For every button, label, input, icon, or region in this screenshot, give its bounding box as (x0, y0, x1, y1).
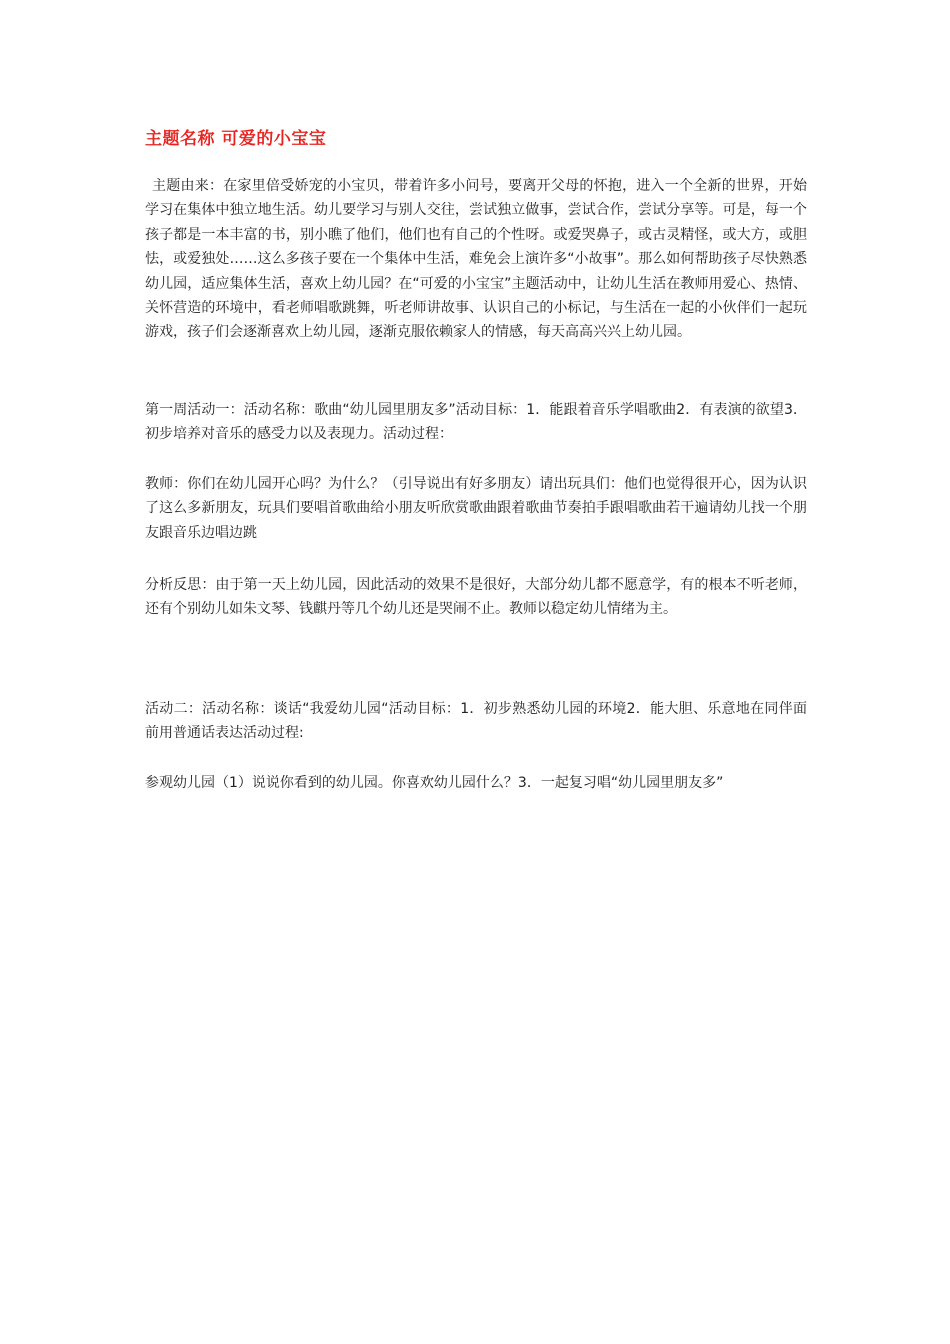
week1-activity-paragraph: 第一周活动一：活动名称：歌曲“幼儿园里朋友多”活动目标：1．能跟着音乐学唱歌曲2．有表演的欲望3．初步培养对音乐的感受力以及表现力。活动过程： (145, 402, 807, 443)
analysis-reflection-paragraph: 分析反思：由于第一天上幼儿园，因此活动的效果不是很好，大部分幼儿都不愿意学，有的根本不听老师，还有个别幼儿如朱文琴、钱麒丹等几个幼儿还是哭闹不止。教师以稳定幼儿情绪为主。 (145, 577, 807, 618)
teacher-dialogue-paragraph: 教师：你们在幼儿园开心吗？为什么？（引导说出有好多朋友）请出玩具们：他们也觉得很开心，因为认识了这么多新朋友，玩具们要唱首歌曲给小朋友听欣赏歌曲跟着歌曲节奏拍手跟唱歌曲若干遍请幼儿找一个朋友跟音乐边唱边跳 (145, 476, 807, 541)
intro-paragraph: 主题由来：在家里倍受娇宠的小宝贝，带着许多小问号，要离开父母的怀抱，进入一个全新的世界，开始学习在集体中独立地生活。幼儿要学习与别人交往，尝试独立做事，尝试合作，尝试分享等。可是，每一个孩子都是一本丰富的书，别小瞧了他们，他们也有自己的个性呀。或爱哭鼻子，或古灵精怪，或大方，或胆怯，或爱独处……这么多孩子要在一个集体中生活，难免会上演许多“小故事”。那么如何帮助孩子尽快熟悉幼儿园，适应集体生活，喜欢上幼儿园？在“可爱的小宝宝”主题活动中，让幼儿生活在教师用爱心、热情、关怀营造的环境中，看老师唱歌跳舞，听老师讲故事、认识自己的小标记，与生活在一起的小伙伴们一起玩游戏，孩子们会逐渐喜欢上幼儿园，逐渐克服依赖家人的情感，每天高高兴兴上幼儿园。 (145, 178, 807, 341)
document-title: 主题名称 可爱的小宝宝 (145, 129, 327, 149)
activity2-paragraph: 活动二：活动名称：谈话“我爱幼儿园“活动目标：1．初步熟悉幼儿园的环境2．能大胆、乐意地在同伴面前用普通话表达活动过程: (145, 701, 807, 742)
visit-kindergarten-paragraph: 参观幼儿园（1）说说你看到的幼儿园。你喜欢幼儿园什么？3．一起复习唱“幼儿园里朋友多” (145, 775, 724, 791)
